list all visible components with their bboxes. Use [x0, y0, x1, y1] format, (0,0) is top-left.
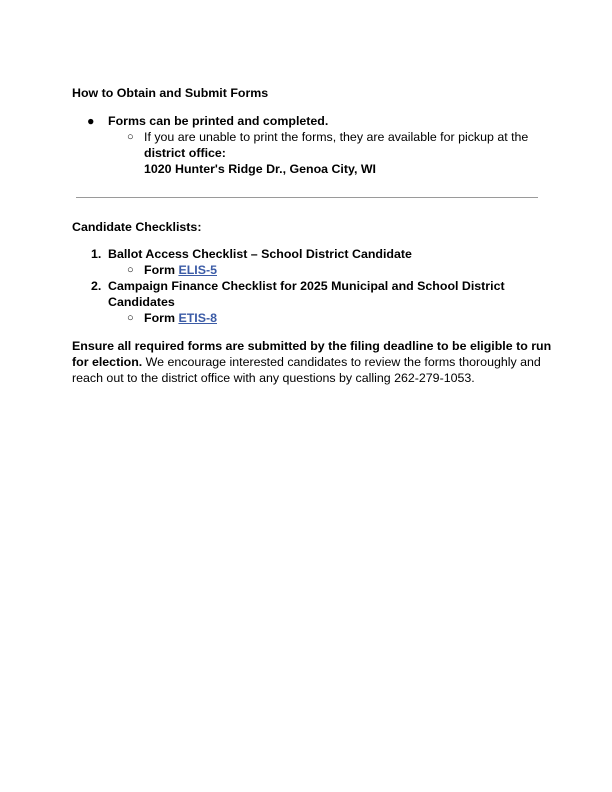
form-prefix: Form	[144, 263, 175, 277]
sub-bullet-pickup	[127, 129, 529, 145]
heading-obtain-submit: How to Obtain and Submit Forms	[72, 86, 269, 100]
district-address: 1020 Hunter's Ridge Dr., Genoa City, WI	[144, 162, 376, 176]
closing-line-3: reach out to the district office with any questions by calling 262-279-1053.	[72, 371, 475, 385]
closing-text: We encourage interested candidates to review the forms thoroughly and	[142, 355, 541, 369]
checklist-item-1	[91, 246, 412, 262]
list-number: 2.	[91, 279, 102, 293]
sub-bullet-text: If you are unable to print the forms, they are available for pickup at the	[144, 130, 529, 144]
checklist-item-2	[91, 278, 505, 294]
heading-candidate-checklists: Candidate Checklists:	[72, 220, 202, 234]
form-link-etis-8[interactable]: ETIS-8	[178, 311, 217, 325]
horizontal-divider	[76, 197, 538, 198]
bullet-forms-printed	[87, 113, 329, 129]
closing-line-2	[72, 354, 542, 370]
closing-bold-line: Ensure all required forms are submitted by the filing deadline to be eligible to run	[72, 339, 552, 353]
checklist-item-title: Ballot Access Checklist – School District Candidate	[108, 247, 412, 261]
circle-bullet-icon: ○	[127, 264, 134, 276]
form-link-elis-5[interactable]: ELIS-5	[178, 263, 217, 277]
circle-bullet-icon: ○	[127, 131, 134, 143]
checklist-item-2-form	[127, 310, 217, 326]
district-office-label: district office:	[144, 146, 226, 160]
form-prefix: Form	[144, 311, 175, 325]
checklist-item-title: Campaign Finance Checklist for 2025 Municipal and School District	[108, 279, 505, 293]
bullet-dot-icon: ●	[87, 114, 95, 128]
closing-bold-end: for election.	[72, 355, 143, 369]
circle-bullet-icon: ○	[127, 312, 134, 324]
checklist-item-2-title-cont: Candidates	[108, 295, 175, 309]
closing-paragraph	[72, 338, 552, 386]
checklist-item-1-form	[127, 262, 217, 278]
list-number: 1.	[91, 247, 102, 261]
bullet-text: Forms can be printed and completed.	[108, 114, 329, 128]
